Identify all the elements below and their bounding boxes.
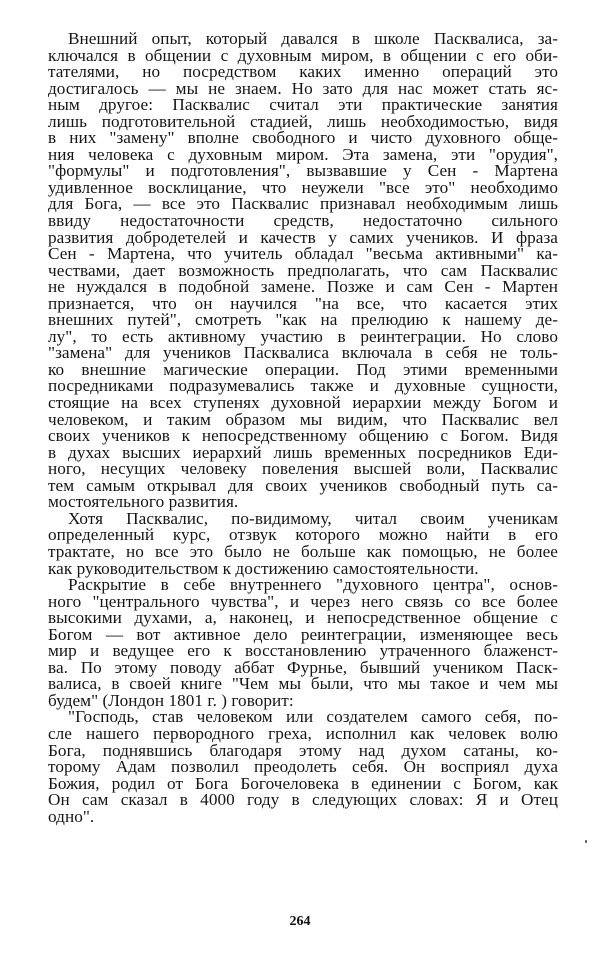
paragraph-4-quotation [48, 709, 558, 825]
text-line: ключался в общении с духовным миром, в общении с его оби- [48, 45, 558, 65]
text-line: мир и ведущее его к восстановлению утраченного блаженст- [48, 641, 558, 661]
text-line: лу", то есть активному участию в реинтеграции. Но слово [48, 326, 558, 346]
paragraph-3 [48, 577, 558, 709]
text-line: определенный курс, отзвук которого можно найти в его [48, 525, 558, 545]
text-line: Сен - Мартена, что учитель обладал "весьма активными" ка- [48, 244, 558, 264]
text-line: посредниками подразумевались также и духовные сущности, [48, 376, 558, 396]
page-number: 264 [289, 914, 311, 929]
text-line: признается, что он научился "на все, что касается этих [48, 293, 558, 313]
text-line: тем самым открывал для своих учеников свободный путь са- [48, 475, 558, 495]
text-line: чествами, дает возможность предполагать, что сам Пасквалис [48, 260, 558, 280]
text-line: удивленное восклицание, что неужели "все это" необходимо [48, 177, 558, 197]
text-line: тателями, но посредством каких именно операций это [48, 62, 558, 82]
text-line: Хотя Пасквалис, по-видимому, читал своим ученикам [68, 508, 558, 528]
text-line: ным другое: Пасквалис считал эти практические занятия [48, 95, 558, 115]
text-line: будем" (Лондон 1801 г. ) говорит: [48, 690, 294, 710]
text-line: не нуждался в подобной замене. Позже и сам Сен - Мартен [48, 277, 558, 297]
text-line: внешних путей", смотреть "как на прелюдию к нашему де- [48, 310, 558, 330]
text-line: ния человека с духовным миром. Эта замена, эти "орудия", [48, 144, 558, 164]
text-line: достигалось — мы не знаем. Но зато для нас может стать яс- [48, 78, 558, 98]
text-line: Богом — вот активное дело реинтеграции, изменяющее весь [48, 624, 558, 644]
text-line: Бога, поднявшись благодаря этому над духом сатаны, ко- [48, 740, 558, 760]
text-line: ного, несущих человеку повеления высшей воли, Пасквалис [48, 459, 558, 479]
text-line: Раскрытие в себе внутреннего "духовного центра", основ- [68, 575, 558, 595]
text-line: своих учеников к непосредственному общению с Богом. Видя [48, 426, 558, 446]
text-line: для Бога, — все это Пасквалис признавал необходимым лишь [48, 194, 558, 214]
text-line: валиса, в своей книге "Чем мы были, что мы такое и чем мы [48, 674, 558, 694]
text-line: "замена" для учеников Пасквалиса включала в себя не толь- [48, 343, 558, 363]
text-line: человеком, и таким образом мы видим, что Пасквалис вел [48, 409, 558, 429]
text-line: ва. По этому поводу аббат Фурнье, бывший учеником Паск- [48, 657, 558, 677]
text-line: ввиду недостаточности средств, недостаточно сильного [48, 211, 558, 231]
text-line: мостоятельного развития. [48, 492, 239, 512]
text-line: лишь подготовительной стадией, лишь необходимостью, видя [48, 111, 558, 131]
text-line: в духах высших иерархий лишь временных посредников Еди- [48, 442, 558, 462]
text-line: как руководительством к достижению самостоятельности. [48, 558, 479, 578]
text-line: стоящие на всех ступенях духовной иерархии между Богом и [48, 393, 558, 413]
text-line: ного "центрального чувства", и через него связь со все более [48, 591, 558, 611]
text-line: "формулы" и подготовления", вызвавшие у Сен - Мартена [48, 161, 558, 181]
text-line: развития добродетелей и качеств у самих учеников. И фраза [48, 227, 558, 247]
text-line: Божия, родил от Бога Богочеловека в единении с Богом, как [48, 773, 558, 793]
text-line: Внешний опыт, который давался в школе Пасквалиса, за- [68, 29, 558, 48]
page-body [48, 31, 558, 825]
text-line: высокими духами, а, наконец, и непосредственное общение с [48, 608, 558, 628]
text-line: сле нашего первородного греха, исполнил как человек волю [48, 723, 558, 743]
text-line: ко внешние магические операции. Под этими временными [48, 359, 558, 379]
text-line: Он сам сказал в 4000 году в следующих словах: Я и Отец [48, 790, 558, 810]
scan-speck [585, 840, 587, 843]
paragraph-1 [48, 31, 558, 511]
text-line: в них "замену" вполне свободного и чисто духовного обще- [48, 128, 558, 148]
text-line: одно". [48, 806, 95, 826]
text-line: "Господь, став человеком или создателем самого себя, по- [68, 707, 558, 727]
text-line: трактате, но все это было не больше как помощью, не более [48, 541, 558, 561]
text-line: торому Адам позволил преодолеть себя. Он восприял духа [48, 757, 558, 777]
paragraph-2 [48, 508, 558, 578]
